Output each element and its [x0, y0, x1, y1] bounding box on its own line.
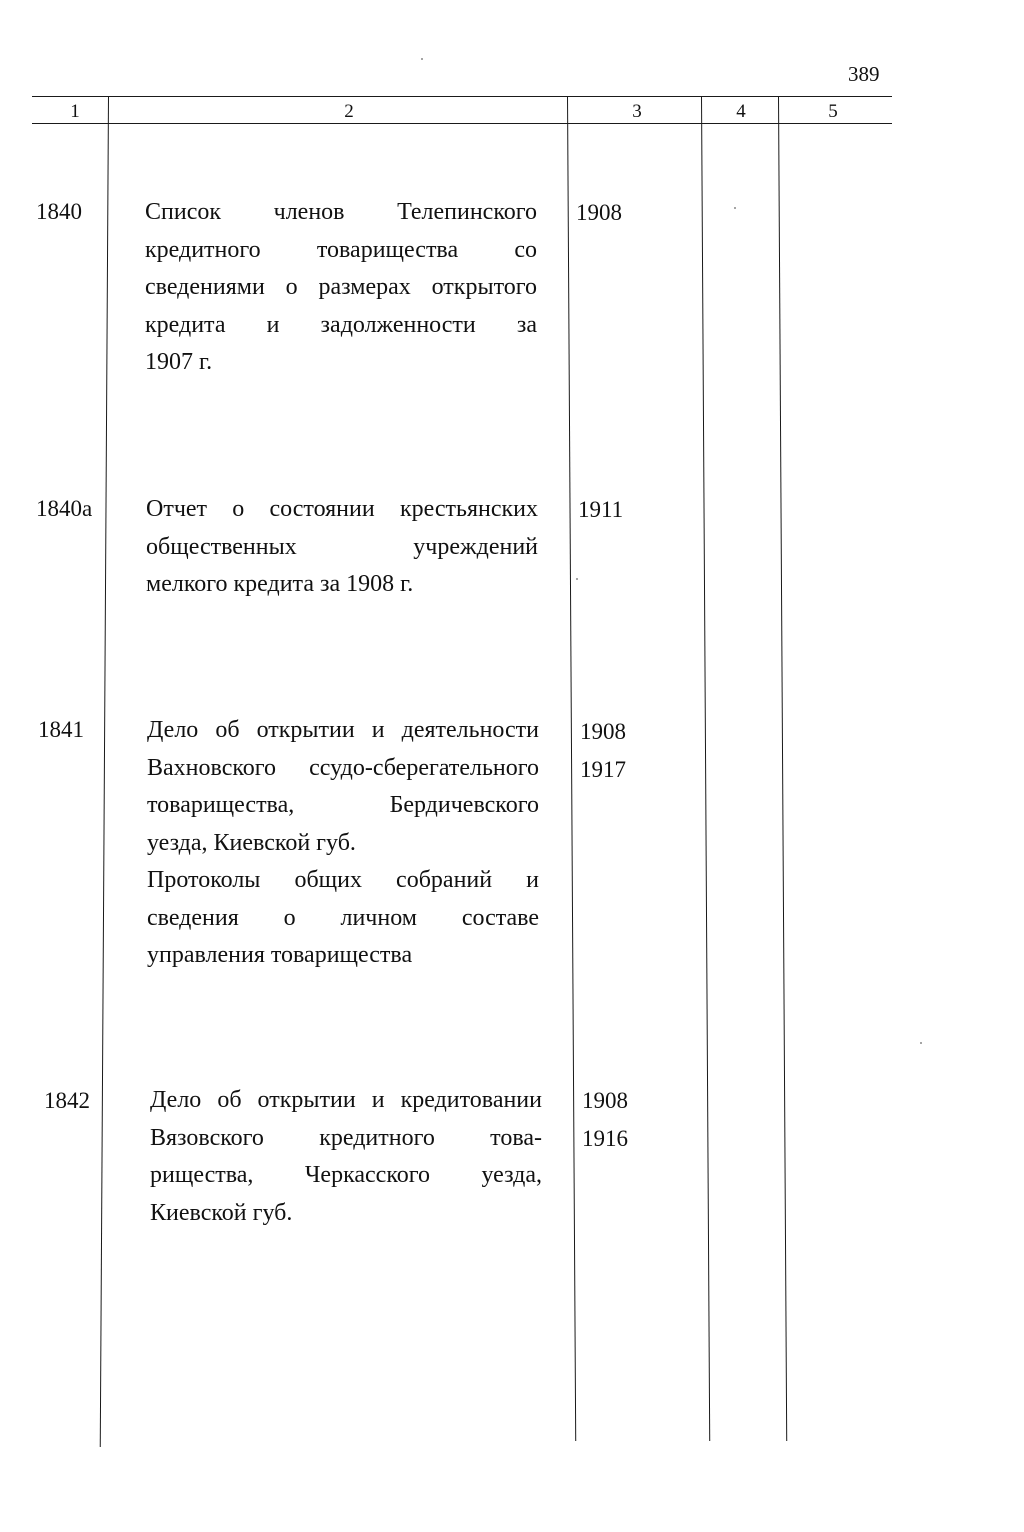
header-bottom-rule [32, 123, 892, 124]
description-line: уезда, Киевской губ. [147, 829, 356, 856]
description-line: кредита и задолженности за [145, 311, 537, 338]
description-line: 1907 г. [145, 349, 213, 375]
description-line: рищества, Черкасского уезда, [150, 1162, 542, 1188]
description-line: общественных учреждений [146, 533, 538, 560]
row-description [146, 491, 538, 604]
scan-speck [576, 578, 578, 580]
row-description [150, 1082, 542, 1232]
row-id: 1841 [38, 717, 84, 742]
description-line: управления товарищества [147, 942, 413, 968]
year-value: 1917 [580, 756, 626, 782]
scan-speck [421, 58, 423, 60]
description-line: сведения о личном составе [147, 904, 539, 931]
column-header-3: 3 [632, 101, 642, 122]
row-description [147, 712, 539, 975]
column-header-4: 4 [736, 101, 746, 122]
row-description [145, 194, 537, 382]
description-line: сведениями о размерах открытого [145, 274, 537, 300]
column-divider-4 [778, 96, 787, 1441]
header-top-rule [32, 96, 892, 97]
description-line: Протоколы общих собраний и [147, 867, 539, 893]
year-value: 1908 [580, 719, 626, 744]
description-line: товарищества, Бердичевского [147, 792, 539, 818]
description-line: Отчет о состоянии крестьянских [146, 496, 538, 522]
column-divider-3 [701, 96, 710, 1441]
year-value: 1916 [582, 1125, 628, 1151]
column-header-5: 5 [828, 101, 838, 122]
column-divider-2 [567, 96, 576, 1441]
column-divider-1 [100, 96, 109, 1447]
description-line: Дело об открытии и кредитовании [150, 1087, 542, 1113]
description-line: Вязовского кредитного това- [150, 1124, 542, 1151]
description-line: Дело об открытии и деятельности [147, 717, 539, 743]
row-id: 1842 [44, 1088, 90, 1113]
year-value: 1911 [578, 497, 624, 522]
column-header-1: 1 [70, 101, 80, 122]
row-years [576, 194, 622, 232]
description-line: Киевской губ. [150, 1199, 293, 1226]
description-line: Список членов Телепинского [145, 199, 537, 225]
page-number: 389 [848, 62, 880, 86]
row-years [582, 1082, 628, 1157]
column-header-2: 2 [344, 101, 354, 122]
row-years [578, 491, 623, 529]
row-id: 1840 [36, 199, 82, 224]
year-value: 1908 [582, 1088, 628, 1113]
row-years [580, 713, 626, 788]
description-line: кредитного товарищества со [145, 236, 537, 263]
description-line: Вахновского ссудо-сберегательного [147, 754, 539, 781]
row-id: 1840а [36, 496, 93, 521]
description-line: мелкого кредита за 1908 г. [146, 571, 414, 597]
year-value: 1908 [576, 200, 622, 225]
scan-speck [734, 207, 736, 209]
scan-speck [920, 1042, 922, 1044]
